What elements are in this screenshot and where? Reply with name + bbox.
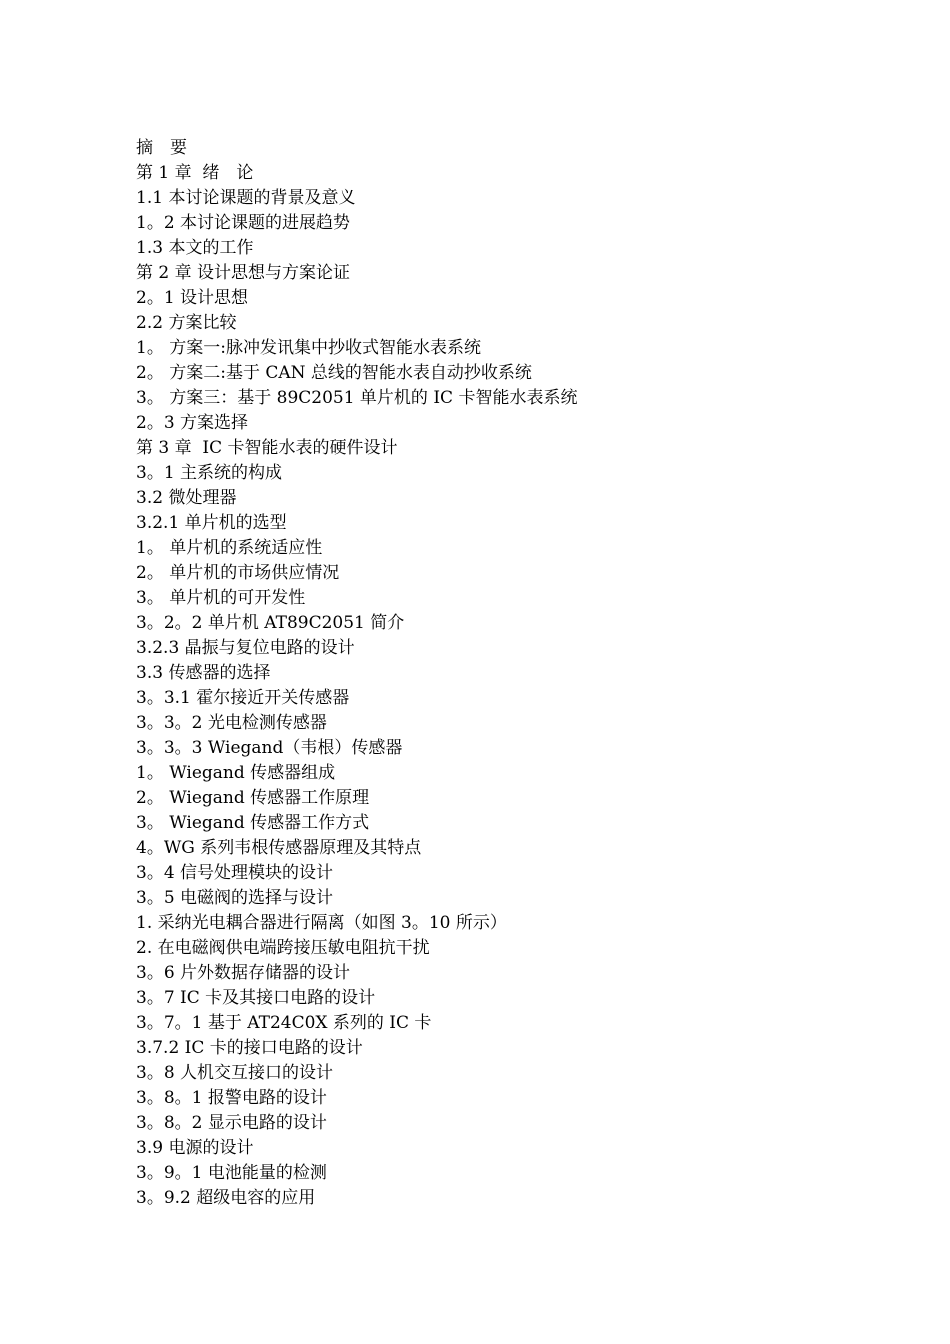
- toc-entry: 2。 方案二:基于 CAN 总线的智能水表自动抄收系统: [136, 363, 532, 383]
- toc-entry: 3。5 电磁阀的选择与设计: [136, 888, 334, 908]
- toc-entry: 3。3.1 霍尔接近开关传感器: [136, 688, 350, 708]
- toc-entry: 3。 Wiegand 传感器工作方式: [136, 813, 370, 833]
- toc-entry: 3。3。2 光电检测传感器: [136, 713, 327, 733]
- toc-entry: 第 2 章 设计思想与方案论证: [136, 263, 351, 283]
- toc-entry: 3。8。2 显示电路的设计: [136, 1113, 327, 1133]
- toc-entry: 3。8。1 报警电路的设计: [136, 1088, 327, 1108]
- toc-entry: 3.2.3 晶振与复位电路的设计: [136, 638, 355, 658]
- toc-entry: 1. 采纳光电耦合器进行隔离（如图 3。10 所示）: [136, 913, 507, 933]
- toc-entry: 3。 单片机的可开发性: [136, 588, 306, 608]
- toc-entry: 2。 单片机的市场供应情况: [136, 563, 340, 583]
- toc-entry: 2。1 设计思想: [136, 288, 249, 308]
- toc-entry: 1。 Wiegand 传感器组成: [136, 763, 336, 783]
- toc-entry: 1.3 本文的工作: [136, 238, 254, 258]
- toc-entry: 摘 要: [136, 138, 187, 158]
- toc-entry: 2. 在电磁阀供电端跨接压敏电阻抗干扰: [136, 938, 430, 958]
- toc-entry: 3。7。1 基于 AT24C0X 系列的 IC 卡: [136, 1013, 432, 1033]
- toc-entry: 3。 方案三：基于 89C2051 单片机的 IC 卡智能水表系统: [136, 388, 578, 408]
- toc-entry: 3.2 微处理器: [136, 488, 237, 508]
- toc-entry: 3.7.2 IC 卡的接口电路的设计: [136, 1038, 363, 1058]
- toc-entry: 3。1 主系统的构成: [136, 463, 283, 483]
- toc-entry: 3。2。2 单片机 AT89C2051 简介: [136, 613, 405, 633]
- toc-entry: 3。6 片外数据存储器的设计: [136, 963, 351, 983]
- toc-entry: 3。9。1 电池能量的检测: [136, 1163, 327, 1183]
- toc-entry: 3。8 人机交互接口的设计: [136, 1063, 334, 1083]
- toc-entry: 1.1 本讨论课题的背景及意义: [136, 188, 356, 208]
- toc-entry: 1。 单片机的系统适应性: [136, 538, 323, 558]
- toc-entry: 3。9.2 超级电容的应用: [136, 1188, 316, 1208]
- table-of-contents: [136, 136, 896, 1211]
- toc-entry: 第 1 章 绪 论: [136, 163, 254, 183]
- toc-entry: 2.2 方案比较: [136, 313, 237, 333]
- toc-entry: 3。3。3 Wiegand（韦根）传感器: [136, 738, 403, 758]
- toc-entry: 2。3 方案选择: [136, 413, 249, 433]
- toc-entry: 4。WG 系列韦根传感器原理及其特点: [136, 838, 422, 858]
- toc-entry: 3.3 传感器的选择: [136, 663, 271, 683]
- toc-entry: 1。 方案一:脉冲发讯集中抄收式智能水表系统: [136, 338, 481, 358]
- toc-entry: 2。 Wiegand 传感器工作原理: [136, 788, 370, 808]
- toc-entry: 3。4 信号处理模块的设计: [136, 863, 334, 883]
- toc-entry: 3.2.1 单片机的选型: [136, 513, 287, 533]
- toc-entry: 1。2 本讨论课题的进展趋势: [136, 213, 351, 233]
- toc-entry: 3.9 电源的设计: [136, 1138, 254, 1158]
- toc-entry: 3。7 IC 卡及其接口电路的设计: [136, 988, 376, 1008]
- toc-entry: 第 3 章 IC 卡智能水表的硬件设计: [136, 438, 398, 458]
